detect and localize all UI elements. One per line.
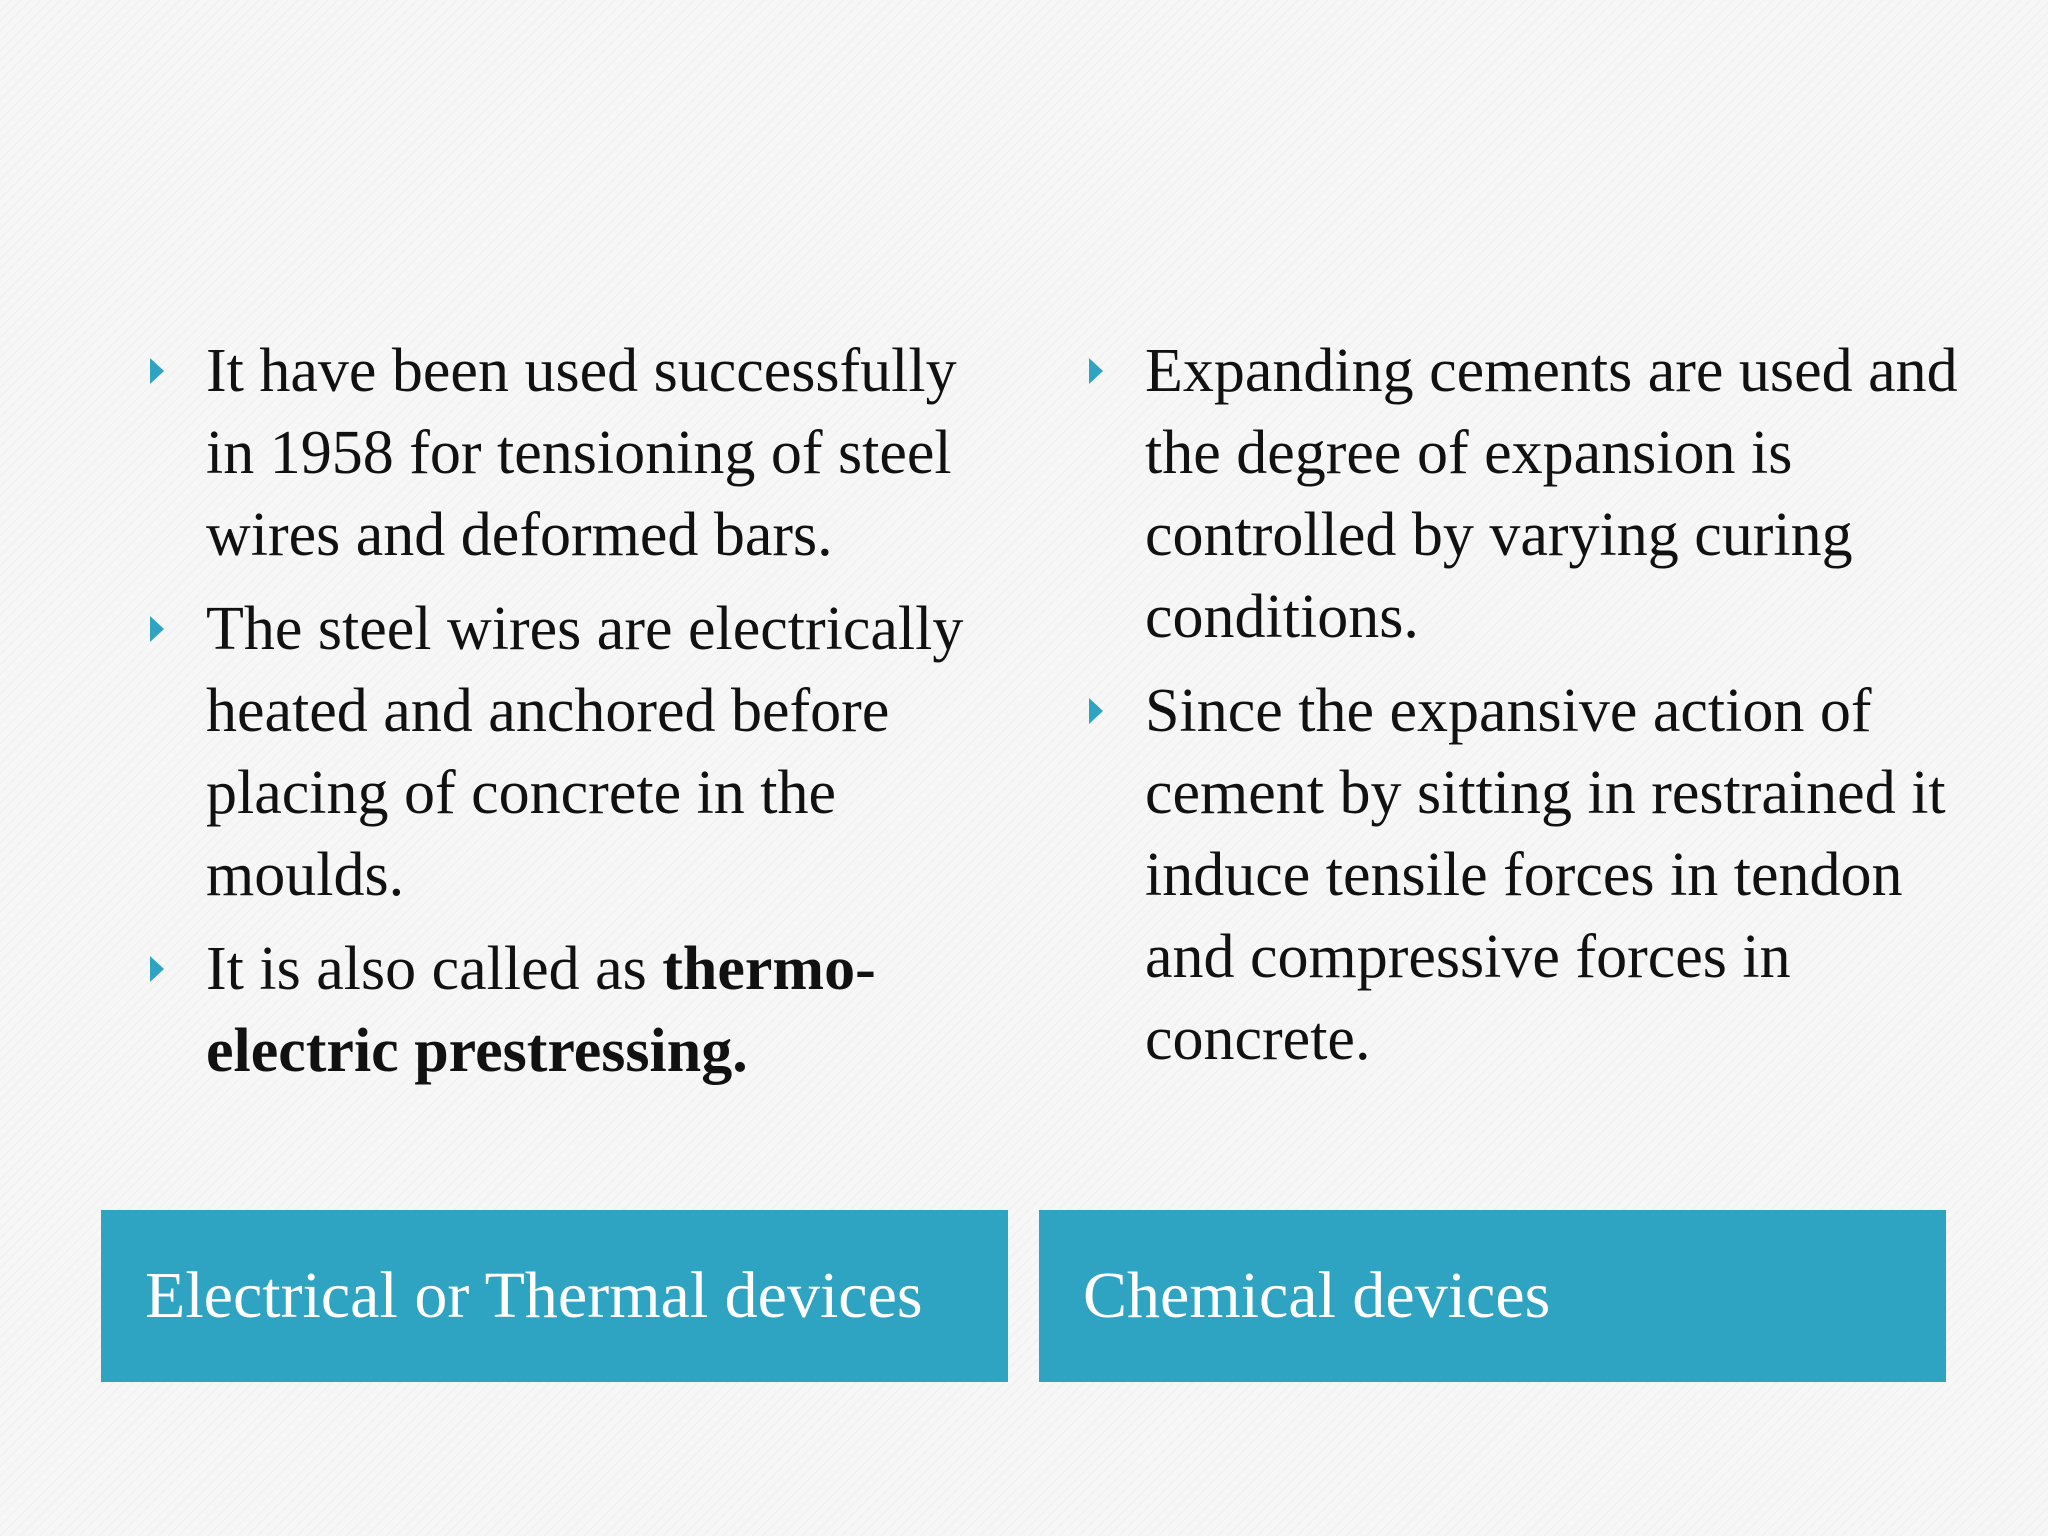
- right-section-label: [1039, 1210, 1946, 1382]
- right-bullet-list: [1087, 330, 1967, 1080]
- left-section-label-text: Electrical or Thermal devices: [145, 1259, 923, 1332]
- triangle-right-icon: [150, 616, 164, 642]
- bullet-text: Expanding cements are used and the degree of expansion is controlled by varying curing conditions.: [1145, 337, 1958, 651]
- left-section-label: [101, 1210, 1008, 1382]
- left-content-column: [148, 330, 1008, 1104]
- triangle-right-icon: [150, 358, 164, 384]
- right-content-column: [1087, 330, 1967, 1092]
- bullet-item: [1087, 330, 1967, 658]
- bold-term: thermo-electric prestressing.: [206, 935, 876, 1085]
- bullet-text: It have been used successfully in 1958 for tensioning of steel wires and deformed bars.: [206, 337, 957, 569]
- right-section-label-text: Chemical devices: [1083, 1259, 1551, 1332]
- bullet-text: Since the expansive action of cement by sitting in restrained it induce tensile forces in tendon and compressive forces in concrete.: [1145, 677, 1946, 1073]
- bullet-item: [148, 928, 1008, 1092]
- bullet-item: [148, 588, 1008, 916]
- triangle-right-icon: [150, 956, 164, 982]
- triangle-right-icon: [1089, 358, 1103, 384]
- bullet-text: It is also called as: [206, 935, 663, 1003]
- left-bullet-list: [148, 330, 1008, 1092]
- bullet-item: [148, 330, 1008, 576]
- bullet-item: [1087, 670, 1967, 1080]
- triangle-right-icon: [1089, 698, 1103, 724]
- bullet-text: The steel wires are electrically heated and anchored before placing of concrete in the moulds.: [206, 595, 964, 909]
